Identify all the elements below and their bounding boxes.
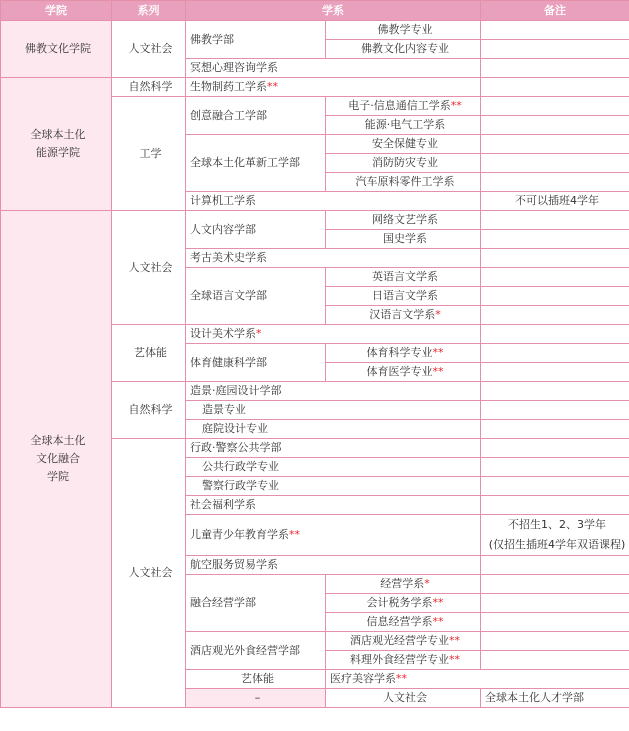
note-cell (481, 575, 629, 594)
major-name: 汉语言文学系 (369, 308, 436, 321)
dept-name: 生物制药工学系 (190, 80, 267, 93)
major-cell (326, 594, 481, 613)
note-cell (481, 401, 629, 420)
note-cell (481, 59, 629, 78)
header-series: 系列 (112, 1, 186, 21)
major-name: 料理外食经营学专业 (350, 653, 449, 666)
dept-cell: 全球本土化革新工学部 (186, 135, 326, 192)
dept-cell: 公共行政学专业 (186, 458, 481, 477)
dept-cell (186, 325, 481, 344)
major-cell (326, 651, 481, 670)
series-cell: 人文社会 (326, 689, 481, 708)
note-cell: 不可以插班4学年 (481, 192, 629, 211)
note-cell (481, 439, 629, 458)
series-cell: 人文社会 (112, 439, 186, 708)
college-cell: 佛教文化学院 (1, 21, 112, 78)
note-cell (481, 97, 629, 116)
major-name: 体育医学专业 (366, 365, 433, 378)
college-name-line: 学院 (47, 470, 69, 483)
note-cell (481, 173, 629, 192)
note-cell (481, 230, 629, 249)
series-cell: 艺体能 (112, 325, 186, 382)
star-mark: ** (267, 80, 278, 93)
note-cell (481, 594, 629, 613)
major-name: 信息经营学系 (366, 615, 433, 628)
star-mark: ** (432, 596, 444, 609)
college-name-line: 全球本土化 (30, 434, 86, 447)
note-cell (481, 363, 629, 382)
table-row (1, 78, 629, 97)
college-name-line: 全球本土化 (30, 128, 86, 141)
major-cell: 国史学系 (326, 230, 481, 249)
dept-cell: 创意融合工学部 (186, 97, 326, 135)
star-mark: ** (396, 672, 407, 685)
major-cell: 日语言文学系 (326, 287, 481, 306)
star-mark: ** (432, 365, 444, 378)
series-cell: 人文社会 (112, 211, 186, 325)
note-cell (481, 556, 629, 575)
series-cell: 自然科学 (112, 78, 186, 97)
note-cell (481, 420, 629, 439)
dept-cell: 计算机工学系 (186, 192, 481, 211)
college-cell (1, 211, 112, 708)
dept-cell: 全球本土化人才学部 (481, 689, 629, 708)
note-cell (481, 135, 629, 154)
table-row (1, 21, 629, 40)
note-cell (481, 211, 629, 230)
major-cell (326, 306, 481, 325)
note-cell (481, 382, 629, 401)
star-mark: * (256, 327, 262, 340)
dept-cell (326, 670, 629, 689)
dept-name: 医疗美容学系 (330, 672, 396, 685)
major-cell: 能源·电气工学系 (326, 116, 481, 135)
major-cell: 消防防灾专业 (326, 154, 481, 173)
college-name-line: 文化融合 (36, 452, 80, 465)
star-mark: ** (289, 528, 300, 541)
dept-cell: 融合经营学部 (186, 575, 326, 632)
note-cell (481, 287, 629, 306)
dept-cell: 人文内容学部 (186, 211, 326, 249)
major-cell: 安全保健专业 (326, 135, 481, 154)
header-college: 学院 (1, 1, 112, 21)
star-mark: ** (450, 99, 462, 112)
dept-cell: 冥想心理咨询学系 (186, 59, 481, 78)
note-cell (481, 632, 629, 651)
major-cell: 佛教学专业 (326, 21, 481, 40)
table-header-row (1, 1, 629, 21)
note-cell (481, 651, 629, 670)
major-cell: 英语言文学系 (326, 268, 481, 287)
note-cell (481, 40, 629, 59)
college-cell (1, 78, 112, 211)
major-cell (326, 97, 481, 116)
note-cell (481, 325, 629, 344)
major-cell (326, 613, 481, 632)
series-cell: 自然科学 (112, 382, 186, 439)
major-cell (326, 344, 481, 363)
dept-cell: 造景专业 (186, 401, 481, 420)
dept-cell: 全球语言文学部 (186, 268, 326, 325)
note-cell (481, 496, 629, 515)
college-cell: – (186, 689, 326, 708)
major-name: 体育科学专业 (366, 346, 433, 359)
note-line: 不招生1、2、3学年 (508, 518, 606, 531)
note-cell (481, 154, 629, 173)
major-name: 会计税务学系 (366, 596, 433, 609)
note-cell (481, 344, 629, 363)
note-cell (481, 613, 629, 632)
note-cell (481, 515, 629, 556)
note-cell (481, 116, 629, 135)
dept-cell: 酒店观光外食经营学部 (186, 632, 326, 670)
dept-cell: 警察行政学专业 (186, 477, 481, 496)
dept-cell (186, 515, 481, 556)
dept-cell: 考古美术史学系 (186, 249, 481, 268)
note-line: (仅招生插班4学年双语课程) (488, 538, 626, 551)
major-name: 经营学系 (380, 577, 425, 590)
major-cell (326, 363, 481, 382)
dept-name: 儿童青少年教育学系 (190, 528, 289, 541)
star-mark: ** (449, 634, 460, 647)
star-mark: * (435, 308, 441, 321)
dept-cell: 佛教学部 (186, 21, 326, 59)
major-cell (326, 575, 481, 594)
series-cell: 工学 (112, 97, 186, 211)
dept-cell: 航空服务贸易学系 (186, 556, 481, 575)
major-cell: 网络文艺学系 (326, 211, 481, 230)
major-cell (326, 632, 481, 651)
major-cell: 汽车原料零件工学系 (326, 173, 481, 192)
header-major: 学系 (186, 1, 481, 21)
dept-cell (186, 78, 481, 97)
note-cell (481, 458, 629, 477)
header-note: 备注 (481, 1, 629, 21)
dept-cell: 社会福利学系 (186, 496, 481, 515)
note-cell (481, 21, 629, 40)
major-name: 电子·信息通信工学系 (348, 99, 451, 112)
note-cell (481, 78, 629, 97)
star-mark: ** (432, 346, 444, 359)
note-cell (481, 477, 629, 496)
star-mark: ** (432, 615, 444, 628)
dept-name: 设计美术学系 (190, 327, 256, 340)
star-mark: * (424, 577, 430, 590)
note-cell (481, 306, 629, 325)
major-name: 酒店观光经营学专业 (350, 634, 449, 647)
dept-cell: 庭院设计专业 (186, 420, 481, 439)
major-cell: 佛教文化内容专业 (326, 40, 481, 59)
star-mark: ** (449, 653, 460, 666)
note-cell (481, 268, 629, 287)
note-cell (481, 249, 629, 268)
dept-cell: 行政·警察公共学部 (186, 439, 481, 458)
college-name-line: 能源学院 (36, 146, 80, 159)
dept-cell: 造景·庭园设计学部 (186, 382, 481, 401)
series-cell: 艺体能 (186, 670, 326, 689)
series-cell: 人文社会 (112, 21, 186, 78)
table-row (1, 211, 629, 230)
dept-cell: 体育健康科学部 (186, 344, 326, 382)
